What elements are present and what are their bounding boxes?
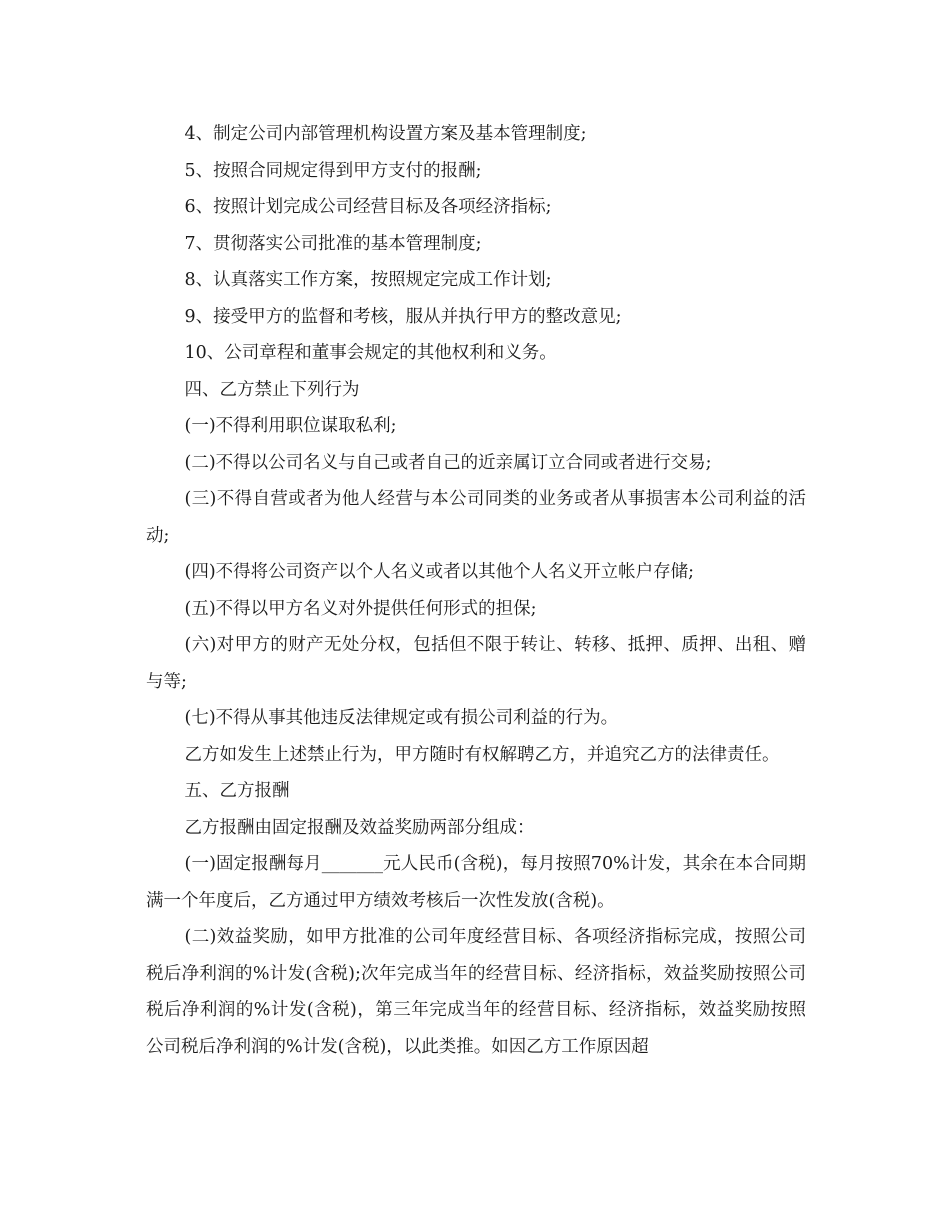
paragraph: 9、接受甲方的监督和考核，服从并执行甲方的整改意见; bbox=[184, 306, 622, 327]
paragraph: 乙方如发生上述禁止行为，甲方随时有权解聘乙方，并追究乙方的法律责任。 bbox=[184, 744, 780, 765]
paragraph: 5、按照合同规定得到甲方支付的报酬; bbox=[184, 160, 482, 181]
paragraph: 6、按照计划完成公司经营目标及各项经济指标; bbox=[184, 197, 552, 217]
paragraph: (四)不得将公司资产以个人名义或者以其他个人名义开立帐户存储; bbox=[184, 562, 695, 582]
paragraph: 4、制定公司内部管理机构设置方案及基本管理制度; bbox=[184, 124, 587, 144]
section-heading: 四、乙方禁止下列行为 bbox=[184, 379, 360, 400]
paragraph: (二)效益奖励，如甲方批准的公司年度经营目标、各项经济指标完成，按照公司税后净利润的%计发(含税);次年完成当年的经营目标、经济指标，效益奖励按照公司税后净利润的%计发(含税)，第三年完成当年的经营目标、经济指标，效益奖励按照公司税后净利润的%计发(含税)，以此类推。如因乙方工作原因超 bbox=[146, 927, 806, 1057]
paragraph: 乙方报酬由固定报酬及效益奖励两部分组成： bbox=[184, 817, 535, 838]
paragraph: (一)固定报酬每月_______元人民币(含税)，每月按照70%计发，其余在本合同期满一个年度后，乙方通过甲方绩效考核后一次性发放(含税)。 bbox=[146, 854, 806, 911]
paragraph: (三)不得自营或者为他人经营与本公司同类的业务或者从事损害本公司利益的活动; bbox=[146, 489, 806, 546]
paragraph: (七)不得从事其他违反法律规定或有损公司利益的行为。 bbox=[184, 708, 619, 728]
document-body bbox=[146, 116, 806, 1065]
paragraph: 7、贯彻落实公司批准的基本管理制度; bbox=[184, 233, 482, 254]
paragraph: (五)不得以甲方名义对外提供任何形式的担保; bbox=[184, 598, 537, 619]
paragraph: (一)不得利用职位谋取私利; bbox=[184, 416, 397, 436]
paragraph: 8、认真落实工作方案，按照规定完成工作计划; bbox=[184, 270, 552, 290]
paragraph: (六)对甲方的财产无处分权，包括但不限于转让、转移、抵押、质押、出租、赠与等; bbox=[146, 635, 806, 692]
paragraph: 10、公司章程和董事会规定的其他权利和义务。 bbox=[184, 343, 557, 363]
paragraph: (二)不得以公司名义与自己或者自己的近亲属订立合同或者进行交易; bbox=[184, 452, 712, 473]
section-heading: 五、乙方报酬 bbox=[184, 781, 290, 801]
